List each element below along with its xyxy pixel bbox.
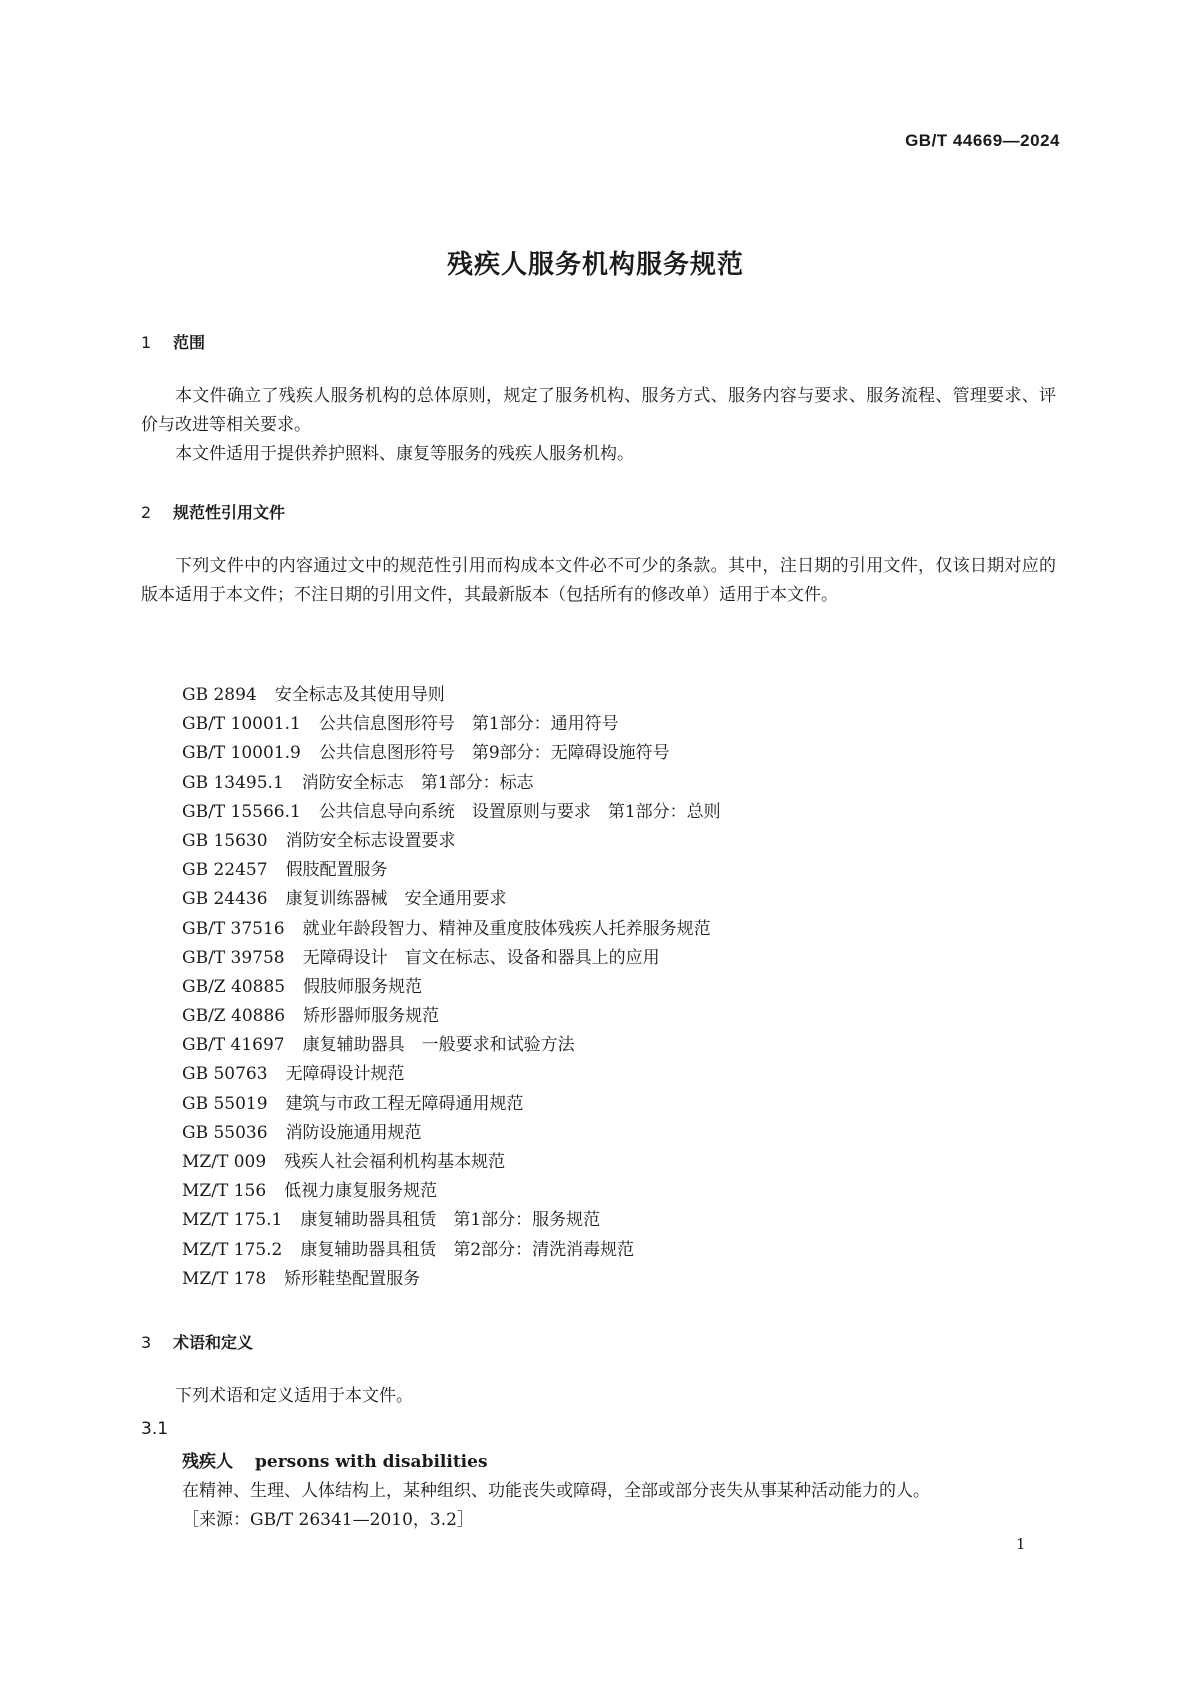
ref-title: 低视力康复服务规范 <box>284 1181 438 1202</box>
ref-title: 假肢师服务规范 <box>303 976 423 997</box>
ref-title: 残疾人社会福利机构基本规范 <box>284 1152 506 1172</box>
ref-code: GB/Z 40885 <box>182 976 286 997</box>
ref-code: GB/T 10001.9 <box>182 743 301 764</box>
ref-code: MZ/T 175.1 <box>182 1210 283 1231</box>
section-1-heading <box>141 330 205 353</box>
document-title: 残疾人服务机构服务规范 <box>446 250 744 280</box>
list-item <box>182 1031 721 1060</box>
references-intro: 下列文件中的内容通过文中的规范性引用而构成本文件必不可少的条款。其中，注日期的引用文件，仅该日期对应的版本适用于本文件；不注日期的引用文件，其最新版本（包括所有的修改单）适用于本文件。 <box>141 556 1056 605</box>
normative-references-list <box>182 681 721 1294</box>
ref-code: GB/T 39758 <box>182 947 285 968</box>
ref-title: 康复辅助器具租赁 第1部分：服务规范 <box>300 1210 601 1231</box>
list-item <box>182 1236 721 1265</box>
term-definition: 在精神、生理、人体结构上，某种组织、功能丧失或障碍，全部或部分丧失从事某种活动能力的人。 <box>182 1481 930 1501</box>
terms-intro: 下列术语和定义适用于本文件。 <box>175 1386 413 1406</box>
ref-title: 康复辅助器具 一般要求和试验方法 <box>302 1035 575 1056</box>
ref-title: 消防设施通用规范 <box>285 1122 422 1143</box>
ref-title: 消防安全标志设置要求 <box>285 830 456 851</box>
section-title: 范围 <box>173 333 206 352</box>
term-chinese: 残疾人 <box>182 1452 233 1472</box>
list-item <box>182 681 721 710</box>
ref-code: GB 2894 <box>182 685 257 705</box>
list-item <box>182 1090 721 1119</box>
ref-title: 消防安全标志 第1部分：标志 <box>301 772 534 793</box>
ref-title: 康复训练器械 安全通用要求 <box>285 889 507 910</box>
ref-code: MZ/T 009 <box>182 1152 267 1172</box>
list-item <box>182 1119 721 1148</box>
section-title: 术语和定义 <box>173 1333 254 1352</box>
term-source: ［来源：GB/T 26341—2010，3.2］ <box>182 1510 474 1530</box>
ref-title: 公共信息导向系统 设置原则与要求 第1部分：总则 <box>318 801 721 822</box>
list-item <box>182 1265 721 1294</box>
ref-title: 无障碍设计规范 <box>285 1064 405 1085</box>
section-title: 规范性引用文件 <box>173 503 286 522</box>
ref-code: GB/Z 40886 <box>182 1006 286 1027</box>
ref-code: MZ/T 175.2 <box>182 1239 283 1260</box>
ref-code: GB 15630 <box>182 830 268 851</box>
list-item <box>182 827 721 856</box>
ref-title: 矫形鞋垫配置服务 <box>284 1268 421 1289</box>
section-number: 3 <box>141 1333 152 1352</box>
list-item <box>182 1002 721 1031</box>
scope-paragraph-1: 本文件确立了残疾人服务机构的总体原则，规定了服务机构、服务方式、服务内容与要求、服务流程、管理要求、评价与改进等相关要求。 <box>141 386 1056 435</box>
list-item <box>182 710 721 739</box>
list-item <box>182 769 721 798</box>
ref-code: GB 50763 <box>182 1064 268 1085</box>
list-item <box>182 973 721 1002</box>
list-item <box>182 798 721 827</box>
ref-code: GB/T 41697 <box>182 1035 285 1056</box>
section-3-heading <box>141 1330 253 1353</box>
ref-title: 公共信息图形符号 第1部分：通用符号 <box>318 714 619 735</box>
ref-title: 康复辅助器具租赁 第2部分：清洗消毒规范 <box>300 1239 635 1260</box>
list-item <box>182 1060 721 1089</box>
ref-title: 矫形器师服务规范 <box>303 1006 440 1027</box>
list-item <box>182 944 721 973</box>
page-number: 1 <box>1016 1535 1026 1553</box>
list-item <box>182 1148 721 1177</box>
ref-code: GB/T 15566.1 <box>182 801 301 822</box>
ref-title: 公共信息图形符号 第9部分：无障碍设施符号 <box>318 743 670 764</box>
ref-code: GB/T 37516 <box>182 918 285 939</box>
ref-title: 无障碍设计 盲文在标志、设备和器具上的应用 <box>302 947 660 968</box>
ref-code: GB 55019 <box>182 1093 268 1114</box>
list-item <box>182 1206 721 1235</box>
scope-paragraph-2: 本文件适用于提供养护照料、康复等服务的残疾人服务机构。 <box>175 444 634 464</box>
section-2-heading <box>141 500 285 523</box>
standard-code: GB/T 44669—2024 <box>905 131 1060 150</box>
ref-title: 假肢配置服务 <box>285 860 388 881</box>
term-number: 3.1 <box>141 1419 169 1439</box>
section-number: 1 <box>141 333 152 352</box>
list-item <box>182 739 721 768</box>
ref-title: 就业年龄段智力、精神及重度肢体残疾人托养服务规范 <box>302 918 711 939</box>
ref-code: GB 55036 <box>182 1122 268 1143</box>
section-number: 2 <box>141 503 152 522</box>
ref-title: 安全标志及其使用导则 <box>274 685 445 705</box>
ref-code: GB 13495.1 <box>182 772 284 793</box>
term-name-line <box>182 1447 488 1472</box>
list-item <box>182 915 721 944</box>
ref-code: GB 24436 <box>182 889 268 910</box>
list-item <box>182 885 721 914</box>
ref-title: 建筑与市政工程无障碍通用规范 <box>285 1093 524 1114</box>
ref-code: GB 22457 <box>182 860 268 881</box>
ref-code: MZ/T 178 <box>182 1268 267 1289</box>
ref-code: GB/T 10001.1 <box>182 714 301 735</box>
ref-code: MZ/T 156 <box>182 1181 267 1202</box>
list-item <box>182 1177 721 1206</box>
term-english: persons with disabilities <box>255 1452 488 1472</box>
list-item <box>182 856 721 885</box>
